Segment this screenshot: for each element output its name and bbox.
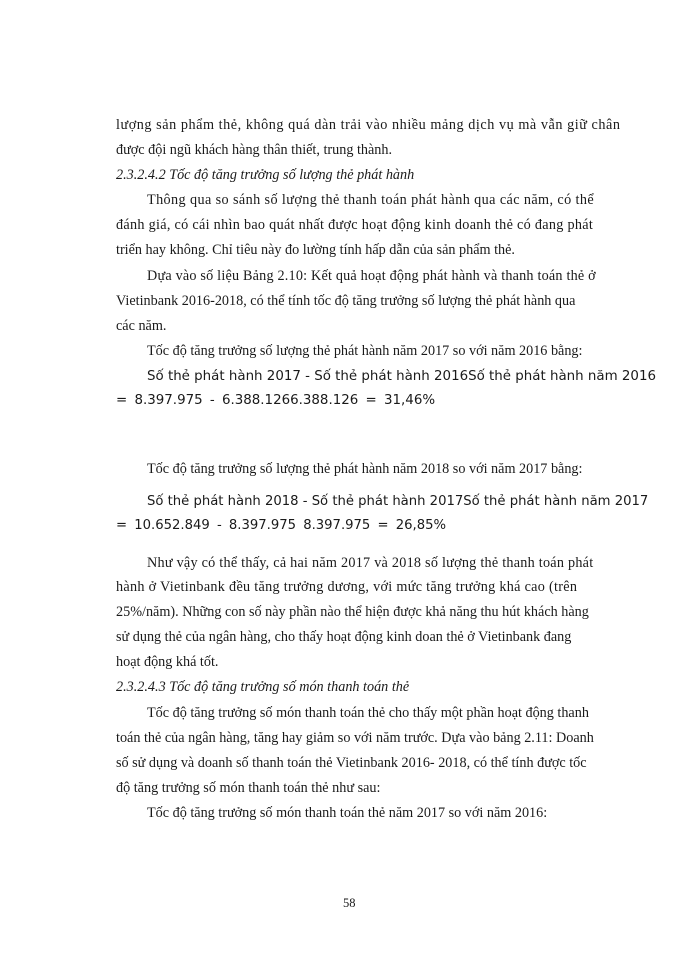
formula-result: = 8.397.975 - 6.388.1266.388.126 = 31,46%	[116, 393, 436, 408]
paragraph-line: Tốc độ tăng trưởng số lượng thẻ phát hành năm 2017 so với năm 2016 bằng:	[147, 343, 583, 359]
paragraph-line: Dựa vào số liệu Bảng 2.10: Kết quả hoạt động phát hành và thanh toán thẻ ở	[147, 268, 596, 284]
section-heading: 2.3.2.4.3 Tốc độ tăng trưởng số món thanh toán thẻ	[116, 679, 410, 695]
paragraph-line: được đội ngũ khách hàng thân thiết, trung thành.	[116, 142, 393, 158]
formula-line: Số thẻ phát hành 2018 - Số thẻ phát hành 2017Số thẻ phát hành năm 2017	[147, 494, 649, 509]
formula-line: Số thẻ phát hành 2017 - Số thẻ phát hành 2016Số thẻ phát hành năm 2016	[147, 369, 656, 384]
paragraph-line: số sử dụng và doanh số thanh toán thẻ Vietinbank 2016- 2018, có thể tính được tốc	[116, 755, 587, 771]
paragraph-line: toán thẻ của ngân hàng, tăng hay giảm so với năm trước. Dựa vào bảng 2.11: Doanh	[116, 730, 594, 746]
paragraph-line: Tốc độ tăng trưởng số món thanh toán thẻ cho thấy một phần hoạt động thanh	[147, 705, 589, 721]
formula-result: = 10.652.849 - 8.397.975 8.397.975 = 26,85%	[116, 518, 447, 533]
paragraph-line: Như vậy có thể thấy, cả hai năm 2017 và 2018 số lượng thẻ thanh toán phát	[147, 555, 594, 571]
paragraph-line: hoạt động khá tốt.	[116, 654, 219, 670]
paragraph-line: Vietinbank 2016-2018, có thể tính tốc độ tăng trưởng số lượng thẻ phát hành qua	[116, 293, 576, 309]
paragraph-line: lượng sản phẩm thẻ, không quá dàn trải vào nhiều mảng dịch vụ mà vẫn giữ chân	[116, 117, 621, 133]
paragraph-line: đánh giá, có cái nhìn bao quát nhất được hoạt động kinh doanh thẻ có đang phát	[116, 217, 594, 233]
page-number: 58	[343, 896, 356, 910]
paragraph-line: 25%/năm). Những con số này phần nào thể hiện được khả năng thu hút khách hàng	[116, 604, 589, 620]
paragraph-line: triển hay không. Chỉ tiêu này đo lường tính hấp dẫn của sản phẩm thẻ.	[116, 242, 515, 258]
section-heading: 2.3.2.4.2 Tốc độ tăng trưởng số lượng thẻ phát hành	[116, 167, 415, 183]
paragraph-line: Tốc độ tăng trưởng số món thanh toán thẻ năm 2017 so với năm 2016:	[147, 805, 548, 821]
paragraph-line: độ tăng trưởng số món thanh toán thẻ như sau:	[116, 780, 381, 796]
paragraph-line: các năm.	[116, 318, 167, 334]
paragraph-line: Thông qua so sánh số lượng thẻ thanh toán phát hành qua các năm, có thể	[147, 192, 595, 208]
paragraph-line: hành ở Vietinbank đều tăng trưởng dương, với mức tăng trưởng khá cao (trên	[116, 579, 578, 595]
paragraph-line: sử dụng thẻ của ngân hàng, cho thấy hoạt động kinh doan thẻ ở Vietinbank đang	[116, 629, 572, 645]
paragraph-line: Tốc độ tăng trưởng số lượng thẻ phát hành năm 2018 so với năm 2017 bằng:	[147, 461, 583, 477]
